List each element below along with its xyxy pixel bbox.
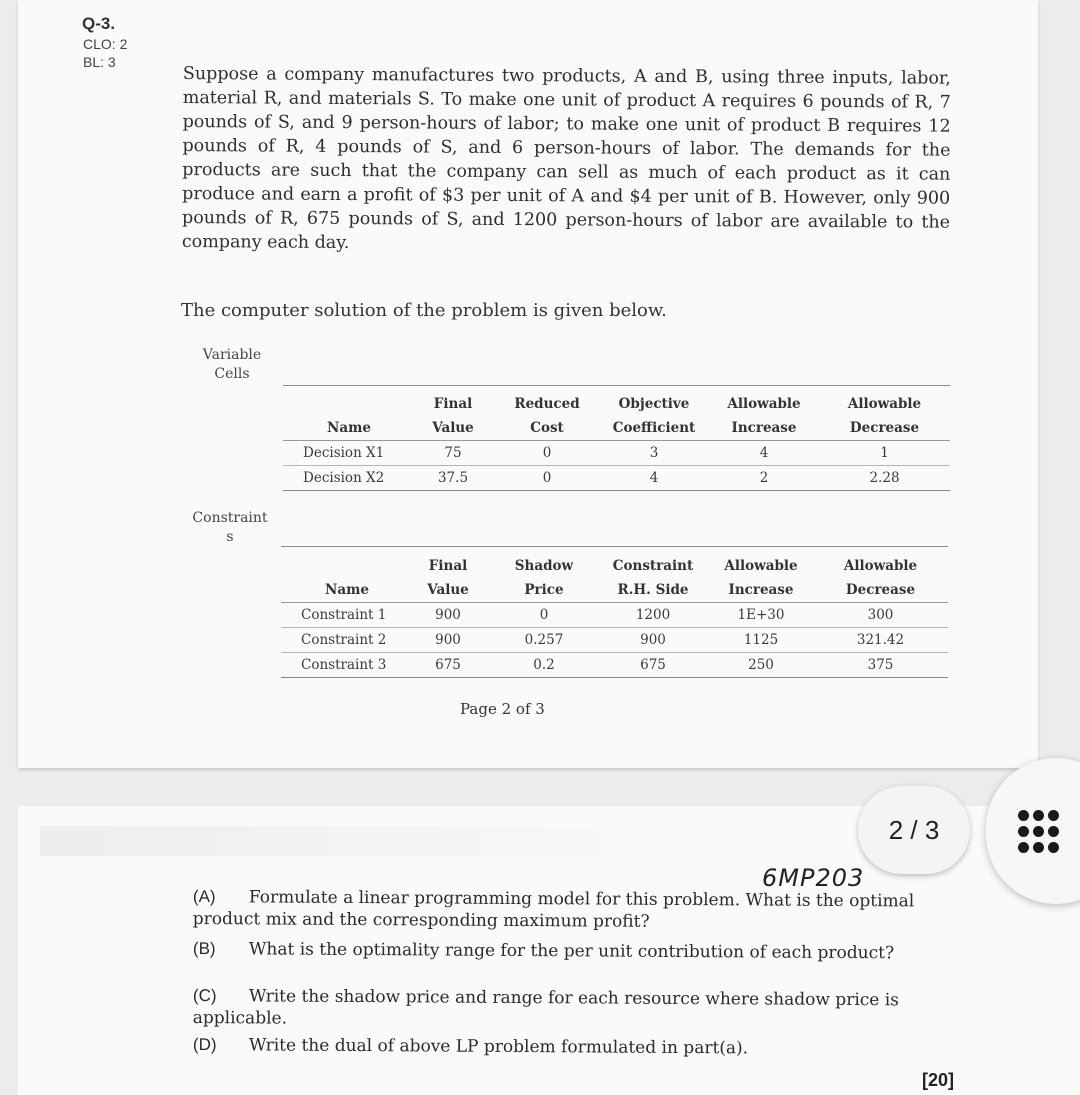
row-final-value: 900 [405, 603, 491, 628]
row-name: Decision X1 [283, 441, 411, 466]
row-allowable-decrease: 300 [813, 603, 948, 628]
constraint-header-row-2 [281, 578, 948, 603]
row-allowable-decrease: 375 [813, 653, 948, 678]
variable-header-decrease: Allowable [847, 396, 922, 412]
variable-cells-label-line1: Variable [202, 347, 262, 363]
row-rhs: 1200 [597, 603, 709, 628]
question-b-text: What is the optimality range for the per unit contribution of each product? [248, 939, 895, 964]
constraint-header-decrease-2: Decrease [813, 578, 948, 603]
row-shadow-price: 0.2 [491, 653, 597, 678]
variable-header-coefficient: Coefficient [599, 416, 709, 441]
question-b [193, 938, 961, 965]
row-shadow-price: 0.257 [491, 628, 597, 653]
row-name: Constraint 3 [281, 653, 405, 678]
row-allowable-decrease: 321.42 [813, 628, 948, 653]
clo-label: CLO: 2 [83, 36, 128, 52]
question-d-text: Write the dual of above LP problem formulated in part(a). [248, 1035, 749, 1059]
variable-header-reduced: Reduced [514, 396, 580, 412]
table-row [281, 603, 948, 628]
row-shadow-price: 0 [491, 603, 597, 628]
question-a-text: Formulate a linear programming model for this problem. What is the optimal product mix and the corresponding maximum profit? [192, 887, 915, 932]
constraints-label [186, 509, 274, 547]
page-number: Page 2 of 3 [460, 700, 545, 718]
question-b-label: (B) [192, 939, 216, 959]
problem-statement: Suppose a company manufactures two products, A and B, using three inputs, labor, material R, and materials S. To make one unit of product A requires 6 pounds of R, 7 pounds of S, and 9 person-hours of labor; to make one unit of product B requires 12 pounds of R, 4 pounds of S, and 6 person-hours of labor. The demands for the products are such that the company can sell as much of each product as it can produce and earn a profit of $3 per unit of A and $4 per unit of B. However, only 900 pounds of R, 675 pounds of S, and 1200 person-hours of labor are available to the company each day. [181, 63, 951, 254]
variable-header-cost: Cost [495, 416, 599, 441]
row-allowable-increase: 1E+30 [709, 603, 813, 628]
variable-cells-label-line2: Cells [214, 366, 250, 382]
row-allowable-increase: 250 [709, 653, 813, 678]
question-c-text: Write the shadow price and range for each resource where shadow price is applicable. [192, 986, 899, 1029]
variable-header-final: Final [433, 396, 473, 412]
row-name: Constraint 1 [281, 603, 405, 628]
row-final-value: 900 [405, 628, 491, 653]
constraint-header-increase-2: Increase [709, 578, 813, 603]
row-name: Constraint 2 [281, 628, 405, 653]
table-row [283, 441, 950, 466]
variable-header-increase-2: Increase [709, 416, 819, 441]
table-top-rule [283, 385, 950, 386]
row-rhs: 900 [597, 628, 709, 653]
grid-dots-icon [1018, 810, 1058, 854]
constraint-header-row-1 [281, 554, 948, 578]
row-name: Decision X2 [283, 466, 411, 491]
variable-cells-table [283, 392, 950, 491]
variable-header-row-2 [283, 416, 950, 441]
row-allowable-decrease: 1 [819, 441, 950, 466]
row-objective-coefficient: 3 [599, 441, 709, 466]
table-top-rule [281, 546, 948, 547]
constraints-table [281, 554, 948, 678]
question-c [193, 985, 961, 1034]
variable-header-blank [283, 392, 411, 416]
constraint-header-price: Price [491, 578, 597, 603]
table-row [281, 653, 948, 678]
row-allowable-increase: 1125 [709, 628, 813, 653]
constraint-header-value: Value [405, 578, 491, 603]
variable-header-name: Name [283, 416, 411, 441]
variable-cells-label [196, 346, 268, 384]
variable-header-decrease-2: Decrease [819, 416, 950, 441]
row-allowable-increase: 2 [709, 466, 819, 491]
bl-label: BL: 3 [83, 54, 116, 70]
constraint-header-increase: Allowable [724, 558, 798, 574]
question-a-label: (A) [192, 887, 216, 907]
row-final-value: 75 [411, 441, 495, 466]
variable-header-value: Value [411, 416, 495, 441]
question-c-label: (C) [192, 986, 217, 1006]
constraint-header-name: Name [281, 578, 405, 603]
question-d-label: (D) [192, 1035, 217, 1055]
row-objective-coefficient: 4 [599, 466, 709, 491]
handwritten-course-code: 6MP203 [762, 864, 865, 892]
constraint-header-constraint: Constraint [612, 558, 694, 574]
row-reduced-cost: 0 [495, 466, 599, 491]
question-d [193, 1034, 961, 1061]
constraints-label-line2: s [226, 529, 234, 545]
constraint-header-rhs: R.H. Side [597, 578, 709, 603]
page-counter: 2 / 3 [858, 786, 970, 874]
row-rhs: 675 [597, 653, 709, 678]
row-reduced-cost: 0 [495, 441, 599, 466]
table-row [281, 628, 948, 653]
constraint-header-decrease: Allowable [843, 558, 918, 574]
scan-artifact [40, 826, 740, 856]
marks-label: [20] [922, 1070, 955, 1090]
variable-header-row-1 [283, 392, 950, 416]
constraint-header-shadow: Shadow [514, 558, 574, 574]
question-number: Q-3. [82, 14, 116, 33]
constraints-label-line1: Constraint [192, 510, 268, 526]
variable-header-increase: Allowable [727, 396, 801, 412]
row-final-value: 37.5 [411, 466, 495, 491]
table-row [283, 466, 950, 491]
row-allowable-decrease: 2.28 [819, 466, 950, 491]
solution-intro: The computer solution of the problem is given below. [181, 300, 667, 321]
constraint-header-blank [281, 554, 405, 578]
variable-header-objective: Objective [618, 396, 690, 412]
row-final-value: 675 [405, 653, 491, 678]
constraint-header-final: Final [428, 558, 468, 574]
row-allowable-increase: 4 [709, 441, 819, 466]
question-a [193, 886, 961, 935]
